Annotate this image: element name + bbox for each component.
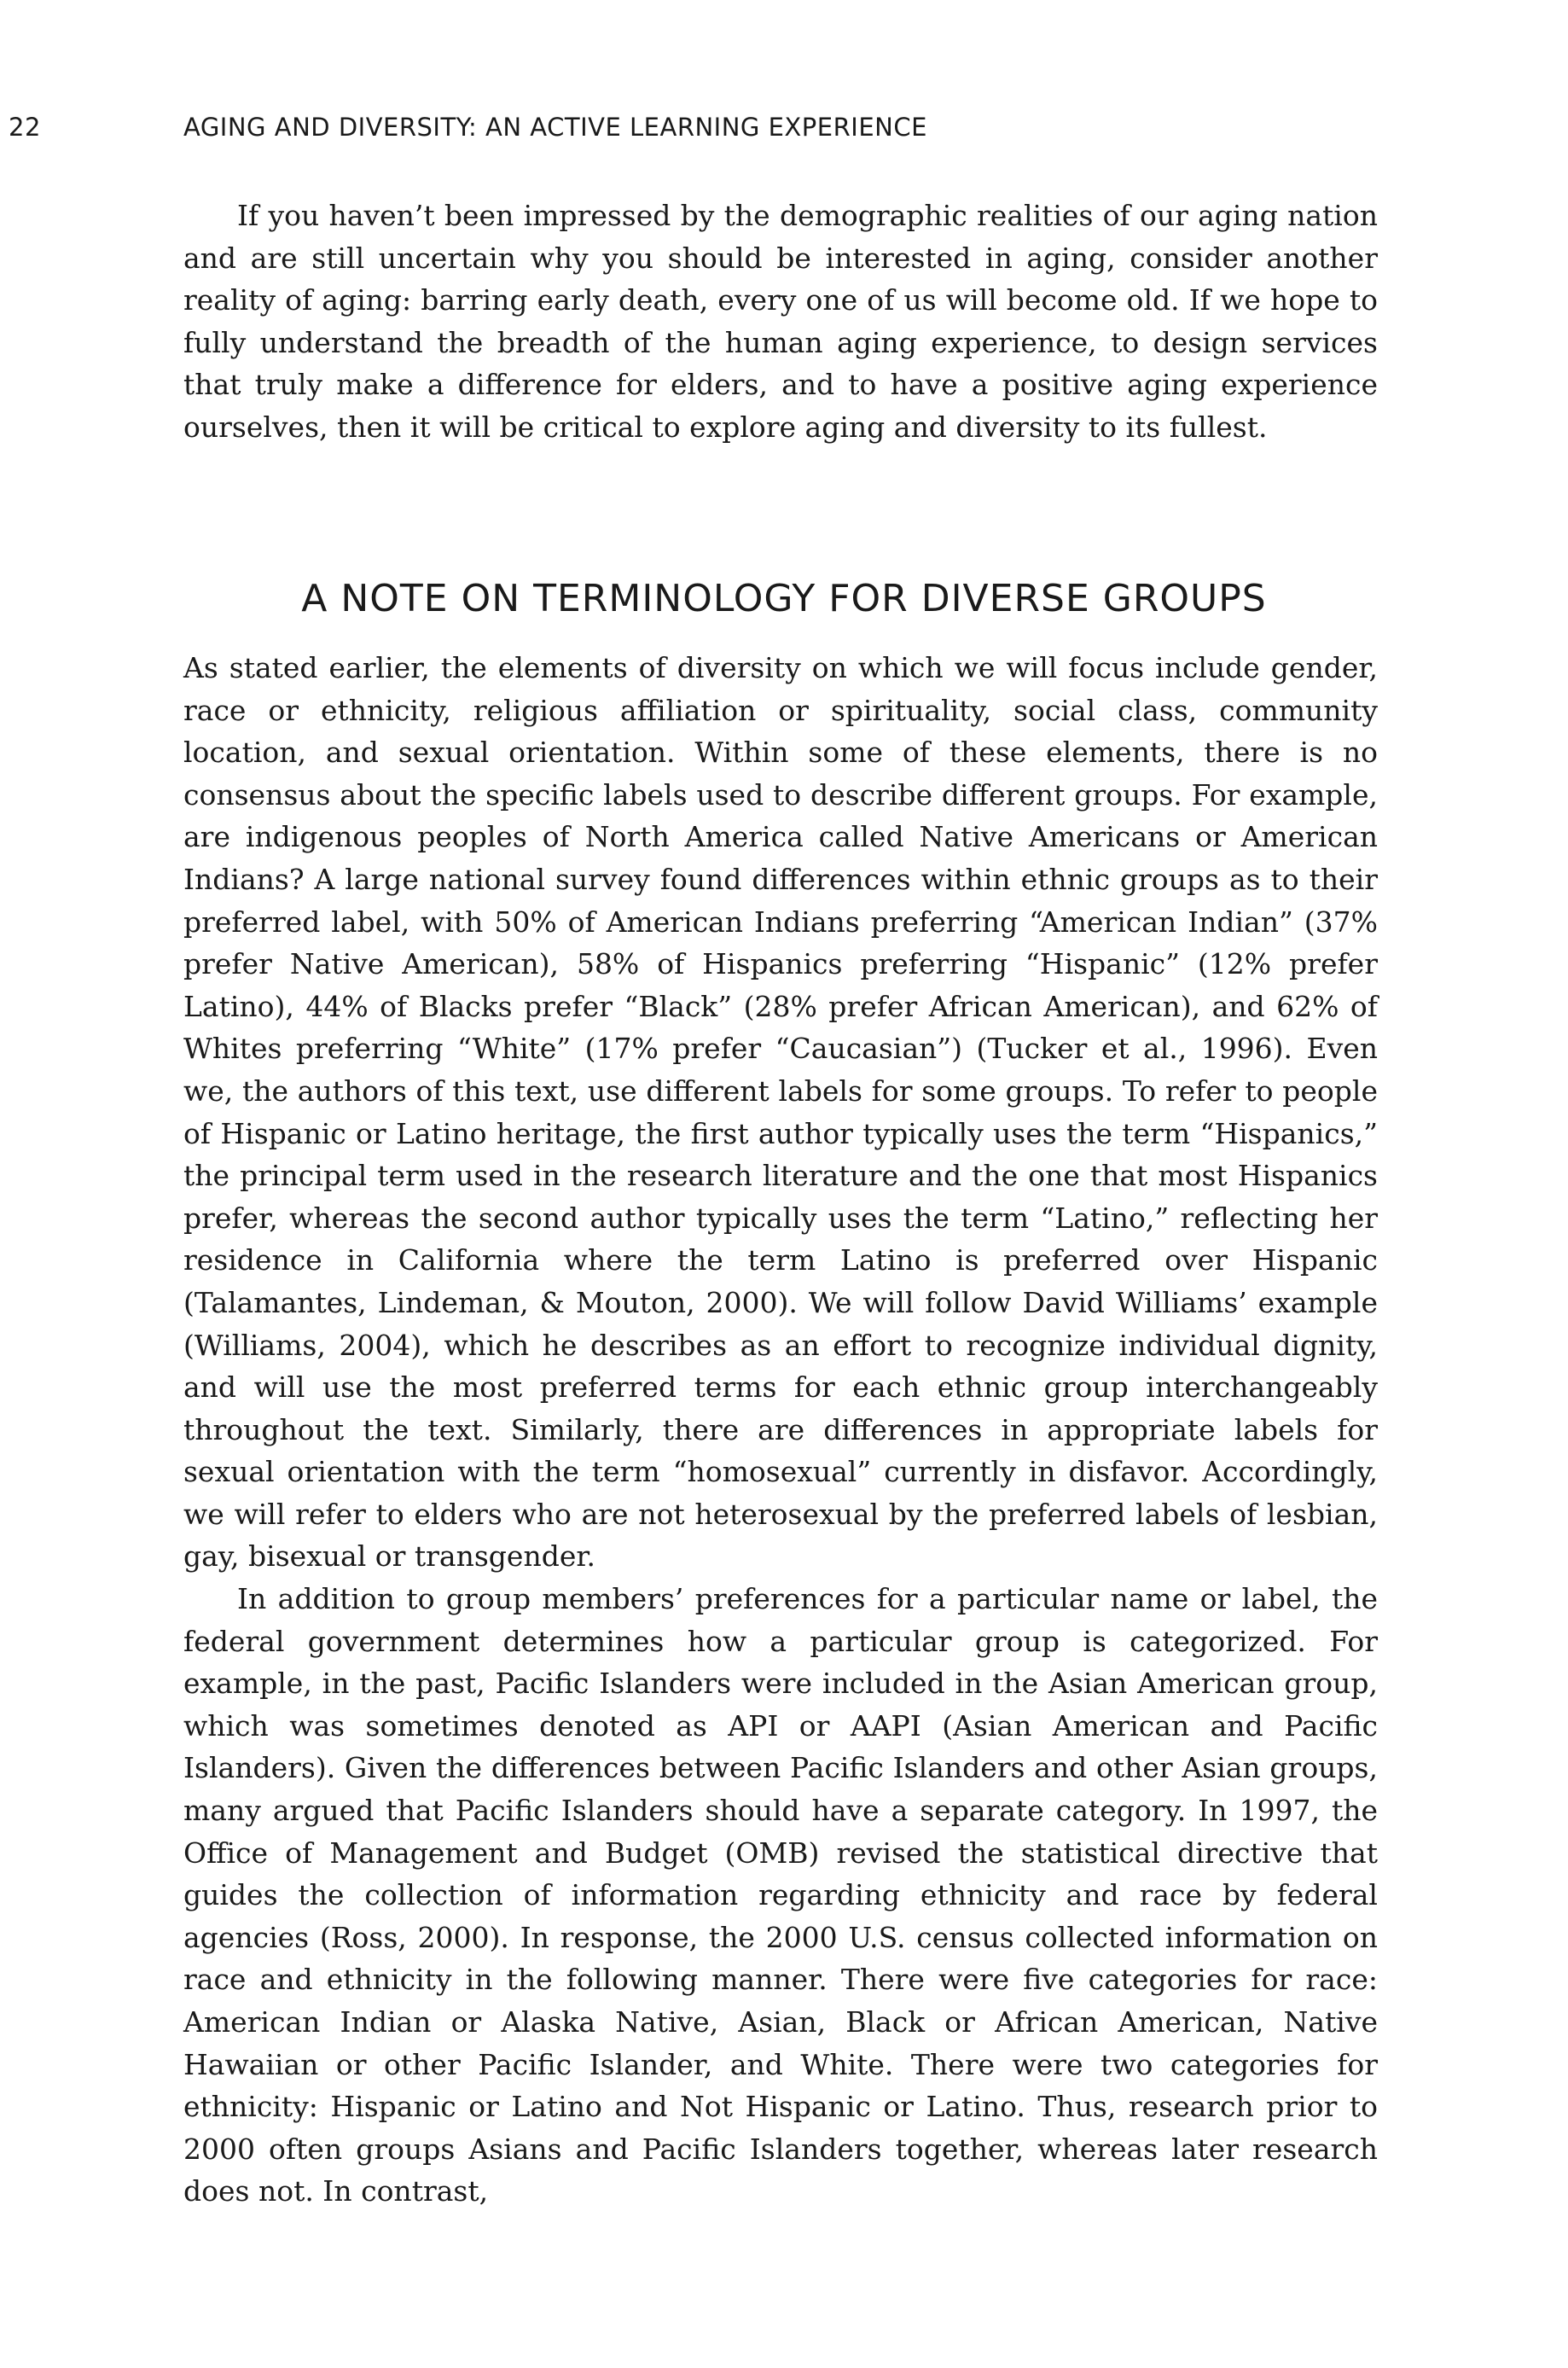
- page-number: 22: [9, 113, 41, 142]
- intro-paragraph: If you haven’t been impressed by the demographic realities of our aging nation and are still uncertain why you should be interested in aging, consider another reality of aging: barring early death, every one of us will become old. If we hope to fully understand the breadth of the human aging experience, to design services that truly make a difference for elders, and to have a positive aging experience ourselves, then it will be critical to explore aging and diversity to its fullest.: [183, 199, 1378, 444]
- running-title: AGING AND DIVERSITY: AN ACTIVE LEARNING EXPERIENCE: [183, 113, 927, 142]
- section-body: [183, 647, 1378, 2213]
- body-paragraph-1: As stated earlier, the elements of diversity on which we will focus include gender, race or ethnicity, religious affiliation or spirituality, social class, community location, and sexual orientation. Within some of these elements, there is no consensus about the specific labels used to describe different groups. For example, are indigenous peoples of North America called Native Americans or American Indians? A large national survey found differences within ethnic groups as to their preferred label, with 50% of American Indians preferring “American Indian” (37% prefer Native American), 58% of Hispanics preferring “Hispanic” (12% prefer Latino), 44% of Blacks prefer “Black” (28% prefer African American), and 62% of Whites preferring “White” (17% prefer “Caucasian”) (Tucker et al., 1996). Even we, the authors of this text, use different labels for some groups. To refer to people of Hispanic or Latino heritage, the first author typically uses the term “Hispanics,” the principal term used in the research literature and the one that most Hispanics prefer, whereas the second author typically uses the term “Latino,” reflecting her residence in California where the term Latino is preferred over Hispanic (Talamantes, Lindeman, & Mouton, 2000). We will follow David Williams’ example (Williams, 2004), which he describes as an effort to recognize individual dignity, and will use the most preferred terms for each ethnic group interchangeably throughout the text. Similarly, there are differences in appropriate labels for sexual orientation with the term “homosexual” currently in disfavor. Accordingly, we will refer to elders who are not heterosexual by the preferred labels of lesbian, gay, bisexual or transgender.: [183, 651, 1378, 1574]
- body-paragraph-2: In addition to group members’ preferences for a particular name or label, the federal government determines how a particular group is categorized. For example, in the past, Pacific Islanders were included in the Asian American group, which was sometimes denoted as API or AAPI (Asian American and Pacific Islanders). Given the differences between Pacific Islanders and other Asian groups, many argued that Pacific Islanders should have a separate category. In 1997, the Office of Management and Budget (OMB) revised the statistical directive that guides the collection of information regarding ethnicity and race by federal agencies (Ross, 2000). In response, the 2000 U.S. census collected information on race and ethnicity in the following manner. There were five categories for race: American Indian or Alaska Native, Asian, Black or African American, Native Hawaiian or other Pacific Islander, and White. There were two categories for ethnicity: Hispanic or Latino and Not Hispanic or Latino. Thus, research prior to 2000 often groups Asians and Pacific Islanders together, whereas later research does not. In contrast,: [183, 1582, 1378, 2208]
- section-heading: A NOTE ON TERMINOLOGY FOR DIVERSE GROUPS: [301, 577, 1267, 620]
- intro-section: [183, 195, 1378, 449]
- running-header: [0, 113, 1568, 147]
